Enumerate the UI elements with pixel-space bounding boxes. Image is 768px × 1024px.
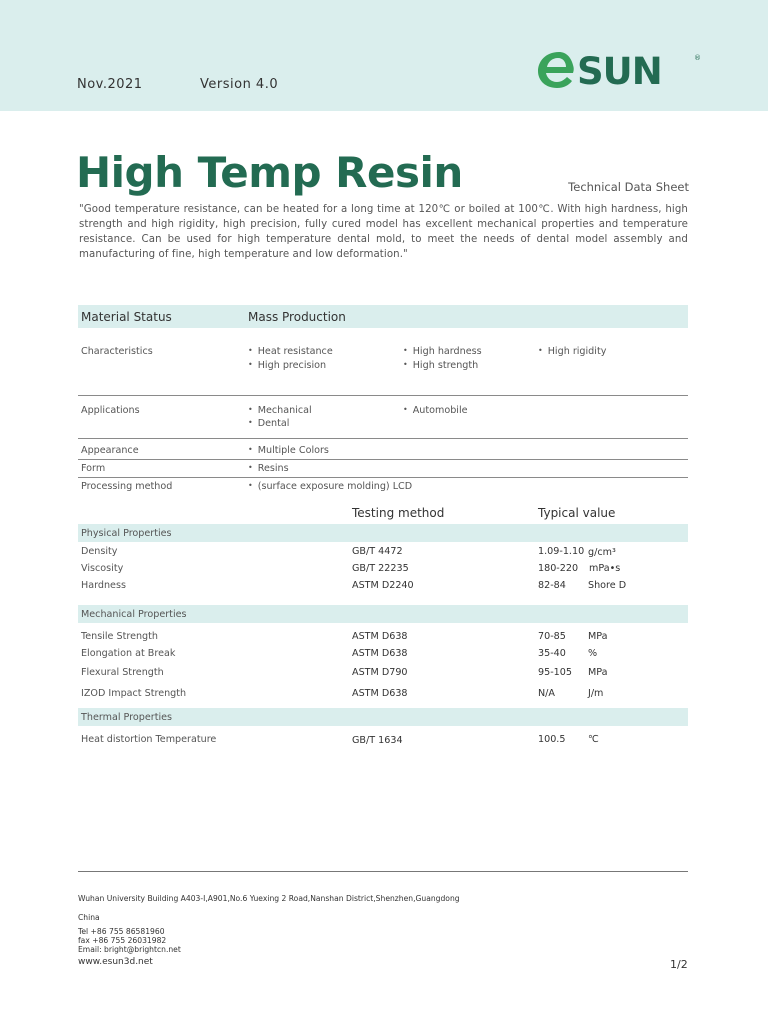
logo-wordmark: SUN [577, 50, 662, 90]
property-name: IZOD Impact Strength [81, 688, 187, 699]
appearance-label: Appearance [81, 445, 139, 456]
characteristic-item: • Heat resistance [248, 346, 333, 357]
application-item: • Mechanical [248, 405, 312, 416]
property-unit: mPa•s [589, 563, 621, 574]
divider [78, 459, 688, 460]
registered-mark: ® [694, 54, 701, 62]
property-value: 82-84 [538, 580, 566, 591]
property-method: ASTM D638 [352, 648, 408, 659]
property-value: N/A [538, 688, 555, 699]
property-name: Heat distortion Temperature [81, 734, 217, 745]
page-number: 1/2 [670, 958, 688, 971]
footer-website: www.esun3d.net [78, 957, 153, 967]
property-method: ASTM D638 [352, 631, 408, 642]
characteristics-label: Characteristics [81, 346, 153, 357]
product-description: "Good temperature resistance, can be heated for a long time at 120℃ or boiled at 100℃. With high hardness, high strength and high rigidity, high precision, fully cured model has excellent mechanical properties and temperature resistance. Can be used for high temperature dental mold, to meet the needs of dental model assembly and manufacturing of fine, high temperature and low deformation." [79, 204, 688, 260]
appearance-value: • Multiple Colors [248, 445, 329, 456]
form-value: • Resins [248, 463, 289, 474]
property-name: Viscosity [81, 563, 124, 574]
property-unit: Shore D [588, 580, 627, 591]
characteristic-item: • High precision [248, 360, 326, 371]
characteristic-item: • High strength [403, 360, 478, 371]
divider [78, 477, 688, 478]
application-item: • Automobile [403, 405, 468, 416]
property-name: Density [81, 546, 118, 557]
processing-label: Processing method [81, 481, 173, 492]
property-method: ASTM D638 [352, 688, 408, 699]
property-value: 100.5 [538, 734, 566, 745]
application-item: • Dental [248, 418, 289, 429]
logo-leaf-icon [538, 52, 574, 88]
footer-fax: fax +86 755 26031982 [78, 936, 167, 945]
footer-tel: Tel +86 755 86581960 [78, 927, 165, 936]
property-value: 70-85 [538, 631, 566, 642]
property-value: 95-105 [538, 667, 572, 678]
footer-email: Email: bright@brightcn.net [78, 945, 181, 954]
page-title: High Temp Resin [76, 148, 463, 197]
property-unit: MPa [588, 631, 608, 642]
property-name: Tensile Strength [81, 631, 158, 642]
document-date: Nov.2021 [77, 77, 143, 92]
thermal-section-title: Thermal Properties [81, 712, 173, 723]
processing-value: • (surface exposure molding) LCD [248, 481, 412, 492]
characteristic-item: • High hardness [403, 346, 482, 357]
material-status-label: Material Status [81, 310, 172, 324]
footer-divider [78, 871, 688, 872]
property-method: ASTM D790 [352, 667, 408, 678]
mechanical-section-title: Mechanical Properties [81, 609, 187, 620]
property-value: 180-220 [538, 563, 579, 574]
divider [78, 438, 688, 439]
property-unit: % [588, 648, 598, 659]
property-unit: ℃ [588, 734, 599, 745]
property-unit: g/cm³ [588, 547, 616, 558]
property-name: Elongation at Break [81, 648, 176, 659]
footer-country: China [78, 913, 100, 922]
divider [78, 395, 688, 396]
typical-value-header: Typical value [538, 506, 616, 520]
property-unit: MPa [588, 667, 608, 678]
testing-method-header: Testing method [352, 506, 445, 520]
property-method: GB/T 22235 [352, 563, 409, 574]
form-label: Form [81, 463, 106, 474]
applications-label: Applications [81, 405, 140, 416]
characteristic-item: • High rigidity [538, 346, 606, 357]
property-name: Flexural Strength [81, 667, 164, 678]
footer-address: Wuhan University Building A403-I,A901,No.6 Yuexing 2 Road,Nanshan District,Shenzhen,Guangdong [78, 894, 460, 903]
physical-section-title: Physical Properties [81, 528, 172, 539]
document-version: Version 4.0 [200, 77, 279, 92]
property-method: GB/T 1634 [352, 735, 403, 746]
page-subtitle: Technical Data Sheet [568, 180, 689, 194]
property-method: ASTM D2240 [352, 580, 414, 591]
property-method: GB/T 4472 [352, 546, 403, 557]
property-name: Hardness [81, 580, 126, 591]
property-unit: J/m [588, 688, 604, 699]
property-value: 1.09-1.10 [538, 546, 585, 557]
property-value: 35-40 [538, 648, 566, 659]
esun-logo [537, 50, 707, 90]
material-status-value: Mass Production [248, 310, 346, 324]
